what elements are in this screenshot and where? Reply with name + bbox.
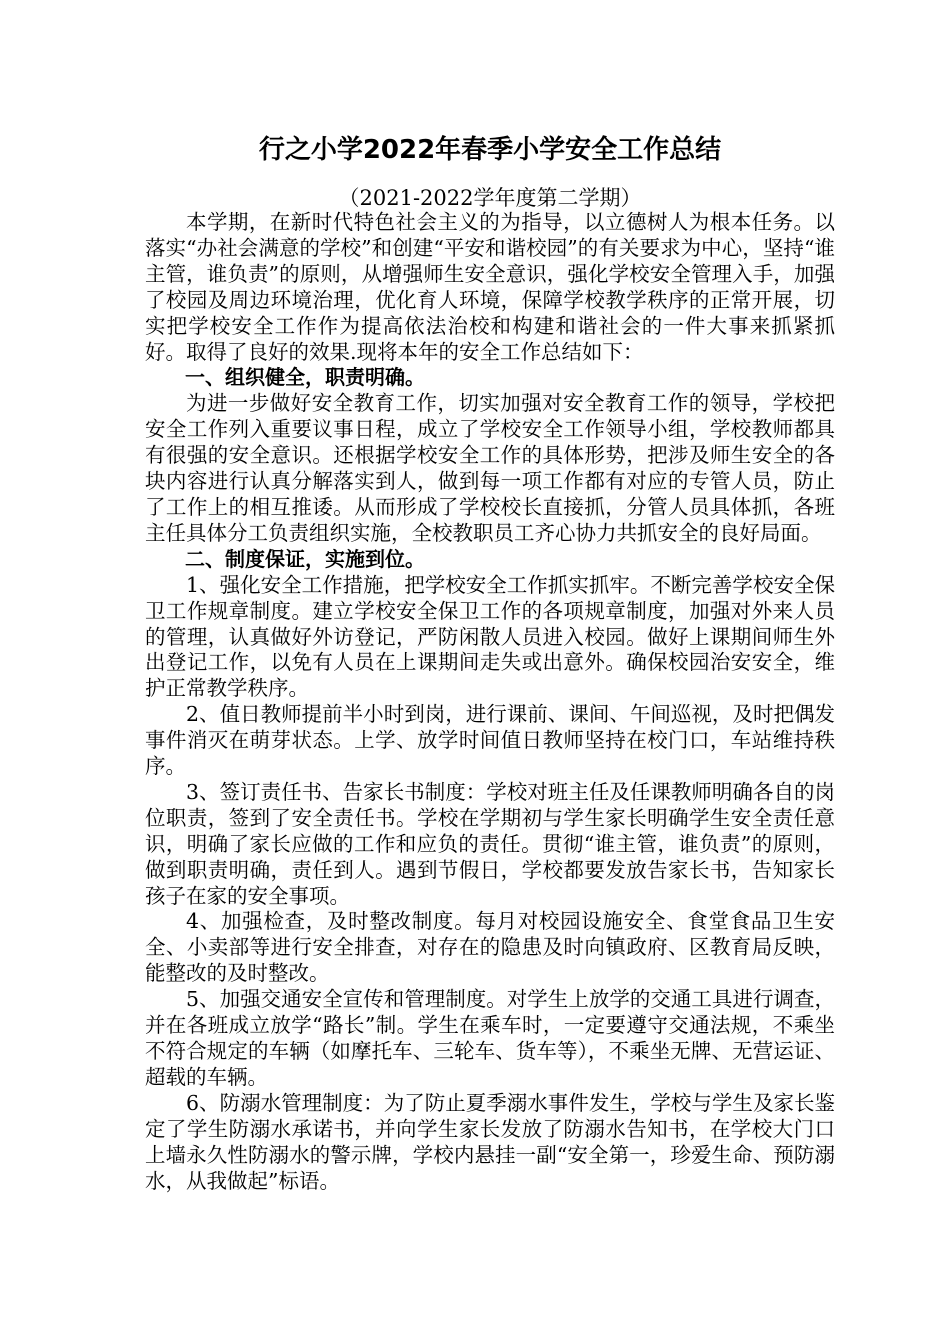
item-paragraph-5: 5、加强交通安全宣传和管理制度。对学生上放学的交通工具进行调查，并在各班成立放学“路长”制。学生在乘车时，一定要遵守交通法规，不乘坐不符合规定的车辆（如摩托车、三轮车、货车等），不乘坐无牌、无营运证、超载的车辆。 xyxy=(145,987,835,1089)
intro-paragraph: 本学期，在新时代特色社会主义的为指导，以立德树人为根本任务。以落实“办社会满意的学校”和创建“平安和谐校园”的有关要求为中心，坚持“谁主管，谁负责”的原则，从增强师生安全意识，强化学校安全管理入手，加强了校园及周边环境治理，优化育人环境，保障学校教学秩序的正常开展，切实把学校安全工作作为提高依法治校和构建和谐社会的一件大事来抓紧抓好。取得了良好的效果.现将本年的安全工作总结如下： xyxy=(145,210,835,364)
organization-paragraph: 为进一步做好安全教育工作，切实加强对安全教育工作的领导，学校把安全工作列入重要议事日程，成立了学校安全工作领导小组，学校教师都具有很强的安全意识。还根据学校安全工作的具体形势，把涉及师生安全的各块内容进行认真分解落实到人，做到每一项工作都有对应的专管人员，防止了工作上的相互推诿。从而形成了学校校长直接抓，分管人员具体抓，各班主任具体分工负责组织实施，全校教职员工齐心协力共抓安全的良好局面。 xyxy=(145,391,835,545)
item-paragraph-3: 3、签订责任书、告家长书制度：学校对班主任及任课教师明确各自的岗位职责，签到了安全责任书。学校在学期初与学生家长明确学生安全责任意识，明确了家长应做的工作和应负的责任。贯彻“谁主管，谁负责”的原则，做到职责明确，责任到人。遇到节假日，学校都要发放告家长书，告知家长孩子在家的安全事项。 xyxy=(145,779,835,908)
document-subtitle: （2021-2022学年度第二学期） xyxy=(338,186,642,210)
item-paragraph-6: 6、防溺水管理制度：为了防止夏季溺水事件发生，学校与学生及家长鉴定了学生防溺水承诺书，并向学生家长发放了防溺水告知书，在学校大门口上墙永久性防溺水的警示牌，学校内悬挂一副“安全第一，珍爱生命、预防溺水，从我做起”标语。 xyxy=(145,1090,835,1193)
document-body xyxy=(145,210,835,1194)
section-heading-system: 二、制度保证，实施到位。 xyxy=(185,546,425,571)
item-paragraph-4: 4、加强检查，及时整改制度。每月对校园设施安全、食堂食品卫生安全、小卖部等进行安全排查，对存在的隐患及时向镇政府、区教育局反映，能整改的及时整改。 xyxy=(145,909,835,986)
item-paragraph-1: 1、强化安全工作措施，把学校安全工作抓实抓牢。不断完善学校安全保卫工作规章制度。建立学校安全保卫工作的各项规章制度，加强对外来人员的管理，认真做好外访登记，严防闲散人员进入校园。做好上课期间师生外出登记工作，以免有人员在上课期间走失或出意外。确保校园治安安全，维护正常教学秩序。 xyxy=(145,572,835,701)
item-paragraph-2: 2、值日教师提前半小时到岗，进行课前、课间、午间巡视，及时把偶发事件消灭在萌芽状态。上学、放学时间值日教师坚持在校门口，车站维持秩序。 xyxy=(145,702,835,779)
document-title: 行之小学2022年春季小学安全工作总结 xyxy=(258,135,722,165)
section-heading-organization: 一、组织健全，职责明确。 xyxy=(185,365,425,390)
